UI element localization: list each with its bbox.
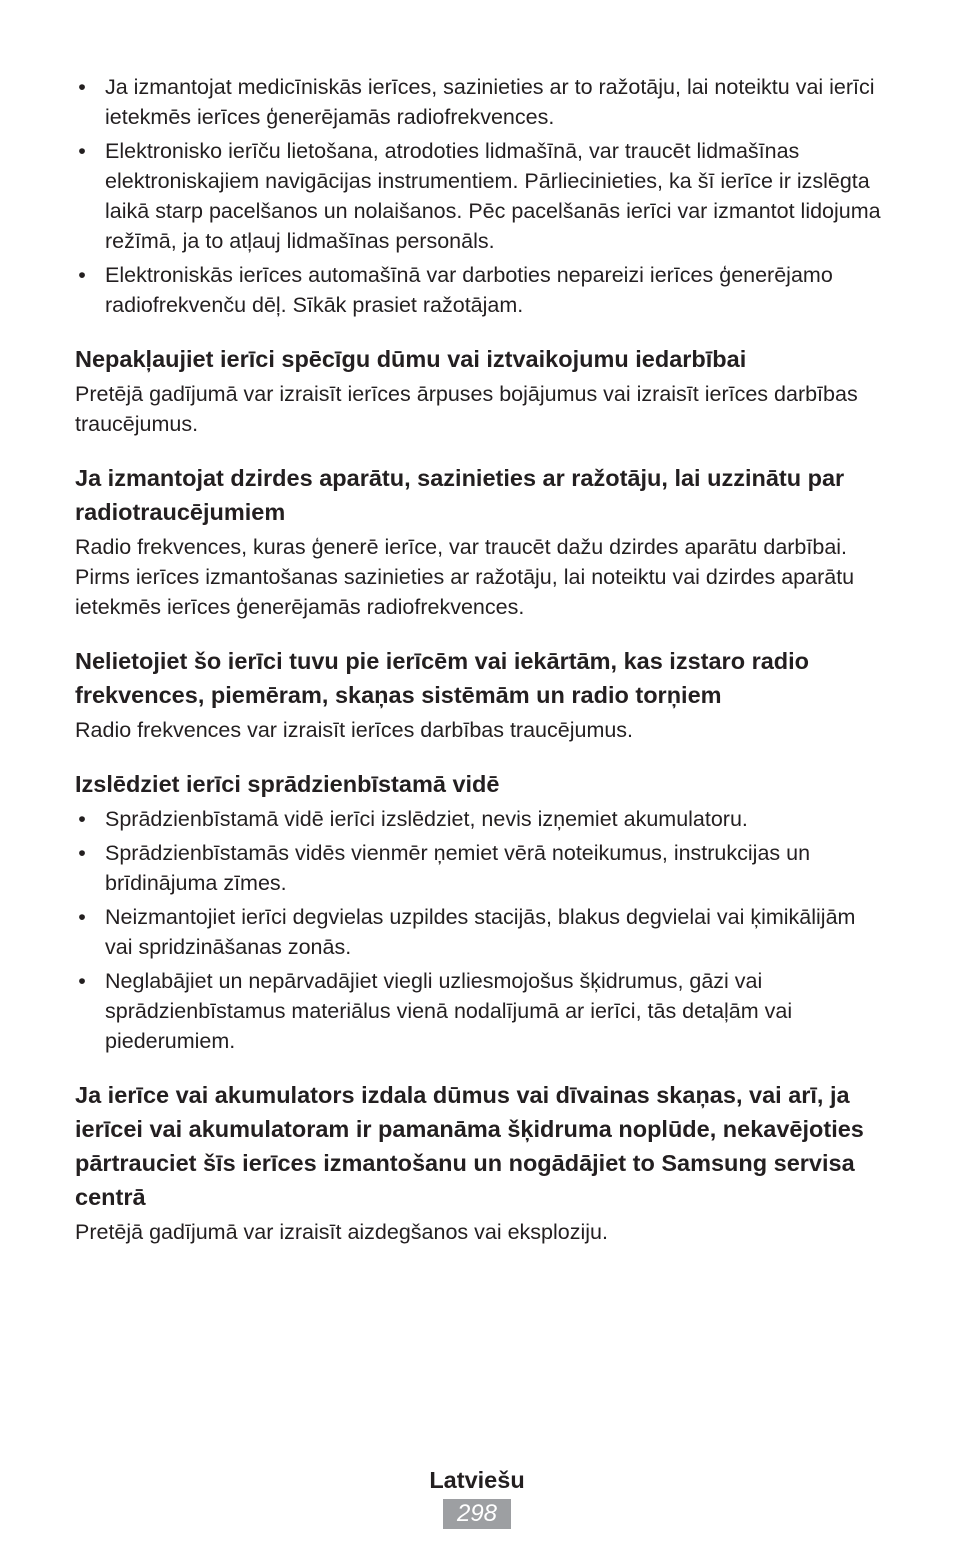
list-item-text: Neglabājiet un nepārvadājiet viegli uzliesmojošus šķidrumus, gāzi vai sprādzienbīstamus materiālus vienā nodalījumā ar ierīci, tās detaļām vai piederumiem.	[105, 969, 793, 1053]
bullet-icon: •	[78, 139, 86, 163]
page-number: 298	[443, 1499, 511, 1529]
section-smoke-noise-leak	[75, 1078, 887, 1247]
section-heading: Ja ierīce vai akumulators izdala dūmus vai dīvainas skaņas, vai arī, ja ierīcei vai akumulatoram ir pamanāma šķidruma noplūde, nekavējoties pārtrauciet šīs ierīces izmantošanu un nogādājiet to Samsung servisa centrā	[75, 1082, 864, 1210]
section-heading: Ja izmantojat dzirdes aparātu, sazinieties ar ražotāju, lai uzzinātu par radiotraucējumiem	[75, 465, 845, 525]
section-hearing-aid	[75, 461, 887, 622]
list-item-text: Elektronisko ierīču lietošana, atrodoties lidmašīnā, var traucēt lidmašīnas elektroniskajiem navigācijas instrumentiem. Pārliecinieties, ka šī ierīce ir izslēgta laikā starp pacelšanos un nolaišanos. Pēc pacelšanās ierīci var izmantot lidojuma režīmā, ja to atļauj lidmašīnas personāls.	[105, 139, 881, 253]
section-heading: Nelietojiet šo ierīci tuvu pie ierīcēm vai iekārtām, kas izstaro radio frekvences, piemēram, skaņas sistēmām un radio torņiem	[75, 648, 810, 708]
section-heading: Izslēdziet ierīci sprādzienbīstamā vidē	[75, 771, 500, 797]
bullet-icon: •	[78, 841, 86, 865]
page-content	[75, 72, 887, 1247]
list-item-text: Neizmantojiet ierīci degvielas uzpildes stacijās, blakus degvielai vai ķimikālijām vai spridzināšanas zonās.	[105, 905, 856, 959]
section-paragraph: Pretējā gadījumā var izraisīt ierīces ārpuses bojājumus vai izraisīt ierīces darbības traucējumus.	[75, 382, 858, 436]
section-paragraph: Radio frekvences, kuras ģenerē ierīce, var traucēt dažu dzirdes aparātu darbībai. Pirms ierīces izmantošanas sazinieties ar ražotāju, lai noteiktu vai dzirdes aparātu ietekmēs ierīces ģenerējamās radiofrekvences.	[75, 535, 855, 619]
list-item	[75, 966, 887, 1056]
list-item	[75, 838, 887, 898]
list-item	[75, 902, 887, 962]
list-item-text: Sprādzienbīstamās vidēs vienmēr ņemiet vērā noteikumus, instrukcijas un brīdinājuma zīmes.	[105, 841, 811, 895]
list-item	[75, 136, 887, 256]
section-heading: Nepakļaujiet ierīci spēcīgu dūmu vai iztvaikojumu iedarbībai	[75, 346, 747, 372]
bullet-icon: •	[78, 969, 86, 993]
bullet-icon: •	[78, 263, 86, 287]
explosive-bullet-list	[75, 804, 887, 1056]
list-item-text: Elektroniskās ierīces automašīnā var darboties nepareizi ierīces ģenerējamo radiofrekvenču dēļ. Sīkāk prasiet ražotājam.	[105, 263, 833, 317]
bullet-icon: •	[78, 905, 86, 929]
section-smoke-vapour	[75, 342, 887, 439]
bullet-icon: •	[78, 75, 86, 99]
list-item-text: Sprādzienbīstamā vidē ierīci izslēdziet, nevis izņemiet akumulatoru.	[105, 807, 748, 831]
list-item-text: Ja izmantojat medicīniskās ierīces, sazinieties ar to ražotāju, lai noteiktu vai ierīci ietekmēs ierīces ģenerējamās radiofrekvences.	[105, 75, 875, 129]
page-footer	[0, 1463, 954, 1529]
intro-bullet-list	[75, 72, 887, 320]
list-item	[75, 260, 887, 320]
section-paragraph: Pretējā gadījumā var izraisīt aizdegšanos vai eksploziju.	[75, 1220, 608, 1244]
list-item	[75, 72, 887, 132]
bullet-icon: •	[78, 807, 86, 831]
section-paragraph: Radio frekvences var izraisīt ierīces darbības traucējumus.	[75, 718, 634, 742]
section-explosive-environment	[75, 767, 887, 1056]
footer-language: Latviešu	[429, 1467, 525, 1493]
section-radio-transmitters	[75, 644, 887, 745]
list-item	[75, 804, 887, 834]
